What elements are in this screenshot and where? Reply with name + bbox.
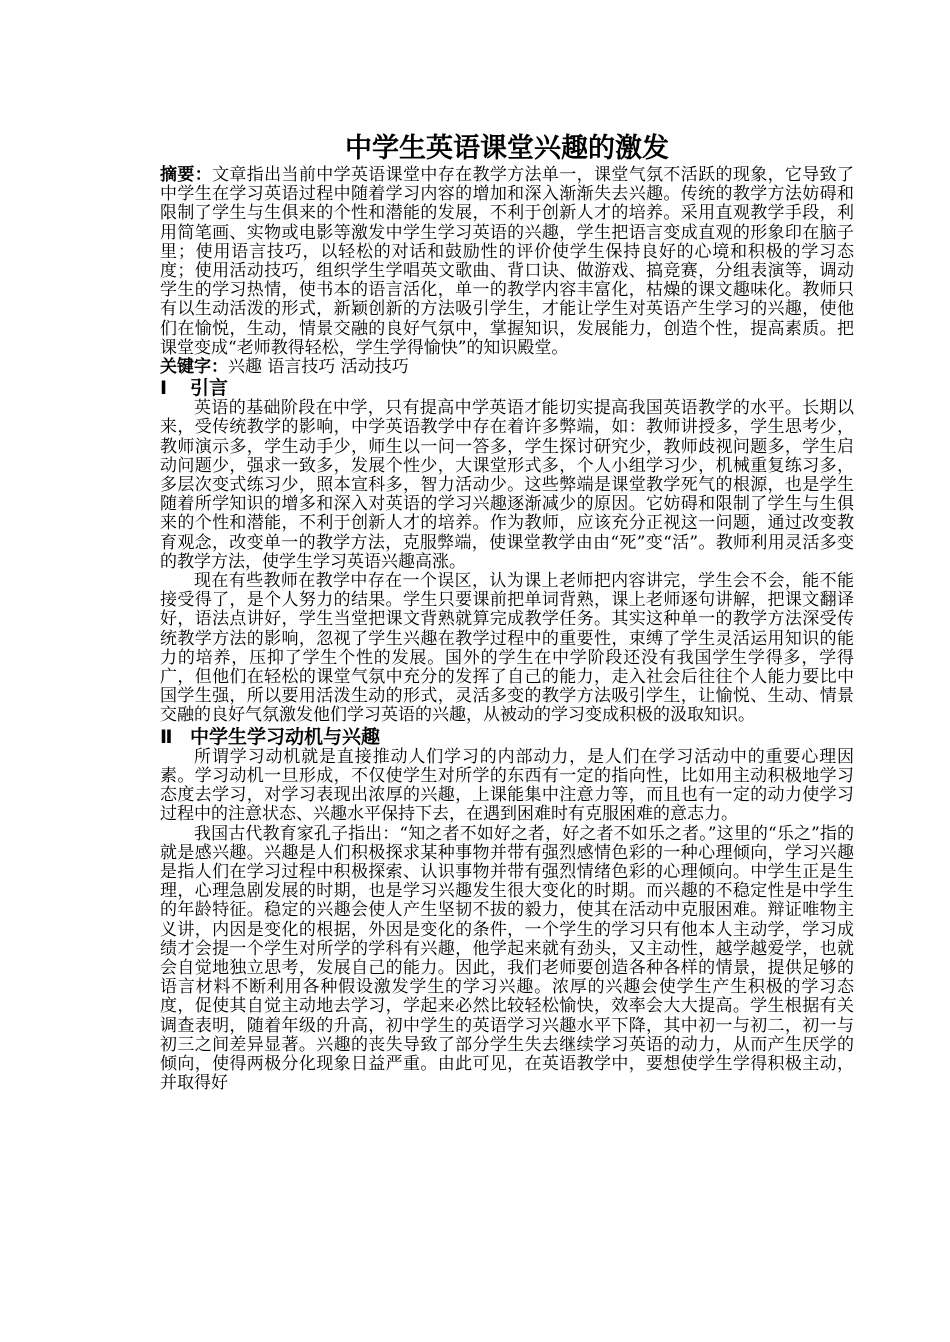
section-number: Ⅱ (160, 725, 173, 748)
document-title: 中学生英语课堂兴趣的激发 (345, 133, 669, 164)
section-heading-introduction (160, 377, 854, 399)
abstract-paragraph (160, 166, 854, 358)
section-heading-motivation (160, 726, 854, 748)
section-title: 中学生学习动机与兴趣 (190, 725, 381, 748)
keywords-paragraph (160, 358, 854, 377)
body-paragraph: 所谓学习动机就是直接推动人们学习的内部动力，是人们在学习活动中的重要心理因素。学习动机一旦形成，不仅使学生对所学的东西有一定的指向性，比如用主动积极地学习态度去学习，对学习表现出浓厚的兴趣，上课能集中注意力等，而且也有一定的动力使学习过程中的注意状态、兴趣水平保持下去，在遇到困难时有克服困难的意志力。 (160, 746, 854, 825)
abstract-text: 文章指出当前中学英语课堂中存在教学方法单一，课堂气氛不活跃的现象，它导致了中学生在学习英语过程中随着学习内容的增加和深入渐渐失去兴趣。传统的教学方法妨碍和限制了学生与生俱来的个性和潜能的发展，不利于创新人才的培养。采用直观教学手段，利用简笔画、实物或电影等激发中学生学习英语的兴趣，学生把语言变成直观的形象印在脑子里；使用语言技巧，以轻松的对话和鼓励性的评价使学生保持良好的心境和积极的学习态度；使用活动技巧，组织学生学唱英文歌曲、背口诀、做游戏、搞竞赛，分组表演等，调动学生的学习热情，使书本的语言活化，单一的教学内容丰富化，枯燥的课文趣味化。教师只有以生动活泼的形式，新颖创新的方法吸引学生，才能让学生对英语产生学习的兴趣，使他们在愉悦，生动，情景交融的良好气氛中，掌握知识，发展能力，创造个性，提高素质。把课堂变成“老师教得轻松，学生学得愉快”的知识殿堂。 (160, 165, 854, 358)
abstract-label: 摘要： (160, 165, 213, 185)
keywords-label: 关键字： (160, 357, 228, 378)
body-paragraph: 现在有些教师在教学中存在一个误区，认为课上老师把内容讲完，学生会不会，能不能接受得了，是个人努力的结果。学生只要课前把单词背熟，课上老师逐句讲解，把课文翻译好，语法点讲好，学生当堂把课文背熟就算完成教学任务。其实这种单一的教学方法深受传统教学方法的影响，忽视了学生兴趣在教学过程中的重要性，束缚了学生灵活运用知识的能力的培养，压抑了学生个性的发展。国外的学生在中学阶段还没有我国学生学得多，学得广，但他们在轻松的课堂气氛中充分的发挥了自己的能力，走入社会后往往个人能力要比中国学生强，所以要用活泼生动的形式，灵活多变的教学方法吸引学生，让愉悦、生动、情景交融的良好气氛激发他们学习英语的兴趣，从被动的学习变成积极的汲取知识。 (160, 571, 854, 726)
document-page (160, 132, 854, 1093)
section-number: Ⅰ (160, 377, 168, 400)
body-paragraph: 英语的基础阶段在中学，只有提高中学英语才能切实提高我国英语教学的水平。长期以来，受传统教学的影响，中学英语教学中存在着许多弊端，如：教师讲授多，学生思考少，教师演示多，学生动手少，师生以一问一答多，学生探讨研究少，教师歧视问题多，学生启动问题少，强求一致多，发展个性少，大课堂形式多，个人小组学习少，机械重复练习多，多层次变式练习少，照本宣科多，智力活动少。这些弊端是课堂教学死气的根源，也是学生随着所学知识的增多和深入对英语的学习兴趣逐渐减少的原因。它妨碍和限制了学生与生俱来的个性和潜能，不利于创新人才的培养。作为教师，应该充分正视这一问题，通过改变教育观念，改变单一的教学方法，克服弊端，使课堂教学由由“死”变“活”。教师利用灵活多变的教学方法，使学生学习英语兴趣高涨。 (160, 398, 854, 572)
section-title: 引言 (190, 377, 229, 400)
keywords-text: 兴趣 语言技巧 活动技巧 (228, 357, 409, 378)
body-paragraph: 我国古代教育家孔子指出：“知之者不如好之者，好之者不如乐之者。”这里的“乐之”指的就是感兴趣。兴趣是人们积极探求某种事物并带有强烈感情色彩的一种心理倾向，学习兴趣是指人们在学习过程中积极探索、认识事物并带有强烈情绪色彩的心理倾向。中学生正是生理，心理急剧发展的时期，也是学习兴趣发生很大变化的时期。而兴趣的不稳定性是中学生的年龄特征。稳定的兴趣会使人产生坚韧不拔的毅力，使其在活动中克服困难。辩证唯物主义讲，内因是变化的根据，外因是变化的条件，一个学生的学习只有他本人主动学，学习成绩才会提一个学生对所学的学科有兴趣，他学起来就有劲头，又主动性，越学越爱学，也就会自觉地独立思考，发展自己的能力。因此，我们老师要创造各种各样的情景，提供足够的语言材料不断利用各种假设激发学生的学习兴趣。浓厚的兴趣会使学生产生积极的学习态度，促使其自觉主动地去学习，学起来必然比较轻松愉快，效率会大大提高。学生根据有关调查表明，随着年级的升高，初中学生的英语学习兴趣水平下降，其中初一与初二，初一与初三之间差异显著。兴趣的丧失导致了部分学生失去继续学习英语的动力，从而产生厌学的倾向，使得两极分化现象日益严重。由此可见，在英语教学中，要想使学生学得积极主动，并取得好 (160, 823, 854, 1094)
